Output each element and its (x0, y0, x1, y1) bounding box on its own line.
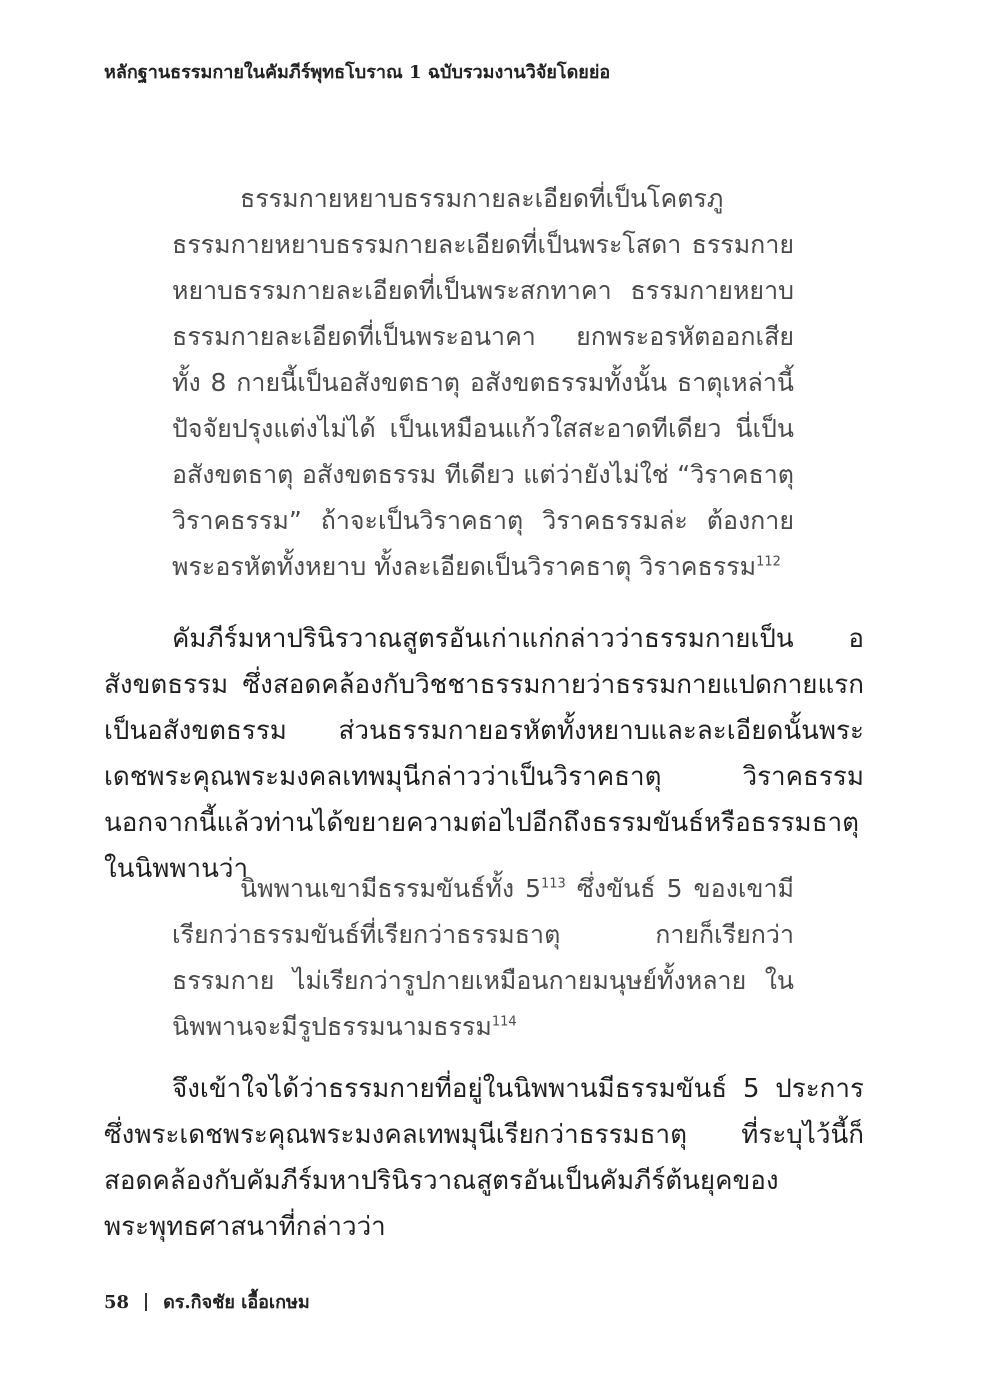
page-footer (104, 1290, 310, 1316)
paragraph-2-text: จึงเข้าใจได้ว่าธรรมกายที่อยู่ในนิพพานมีธรรมขันธ์ 5 ประการซึ่งพระเดชพระคุณพระมงคลเทพมุนีเรียกว่าธรรมธาตุ ที่ระบุไว้นี้ก็สอดคล้องกับคัมภีร์มหาปรินิรวาณสูตรอันเป็นคัมภีร์ต้นยุคของพระพุทธศาสนาที่กล่าวว่า (104, 1074, 864, 1242)
quote-2-text-b: ซึ่งขันธ์ 5 ของเขามี เรียกว่าธรรมขันธ์ที่เรียกว่าธรรมธาตุ กายก็เรียกว่าธรรมกาย ไม่เรียกว่ารูปกายเหมือนกายมนุษย์ทั้งหลาย ในนิพพานจะมีรูปธรรมนามธรรม (172, 874, 794, 1041)
block-quote-1 (172, 176, 794, 590)
quote-2-text-a: นิพพานเขามีธรรมขันธ์ทั้ง 5 (240, 874, 542, 903)
body-paragraph-1 (104, 616, 864, 892)
footnote-ref-112[interactable]: 112 (756, 554, 781, 570)
quote-1-text: ธรรมกายหยาบธรรมกายละเอียดที่เป็นโคตรภู ธรรมกายหยาบธรรมกายละเอียดที่เป็นพระโสดา ธรรมกายหยาบธรรมกายละเอียดที่เป็นพระสกทาคา ธรรมกายหยาบธรรมกายละเอียดที่เป็นพระอนาคา ยกพระอรหัตออกเสีย ทั้ง 8 กายนี้เป็นอสังขตธาตุ อสังขตธรรมทั้งนั้น ธาตุเหล่านี้ปัจจัยปรุงแต่งไม่ได้ เป็นเหมือนแก้วใสสะอาดทีเดียว นี่เป็นอสังขตธาตุ อสังขตธรรม ทีเดียว แต่ว่ายังไม่ใช่ “วิราคธาตุ วิราคธรรม” ถ้าจะเป็นวิราคธาตุ วิราคธรรมล่ะ ต้องกายพระอรหัตทั้งหยาบ ทั้งละเอียดเป็นวิราคธาตุ วิราคธรรม (172, 184, 794, 581)
footer-divider (145, 1293, 147, 1311)
footnote-ref-113[interactable]: 113 (541, 876, 566, 892)
body-paragraph-2 (104, 1066, 864, 1250)
page-number: 58 (104, 1292, 130, 1313)
author-name: ดร.กิจชัย เอื้อเกษม (163, 1292, 310, 1313)
running-header-title: หลักฐานธรรมกายในคัมภีร์พุทธโบราณ 1 ฉบับรวมงานวิจัยโดยย่อ (104, 62, 611, 83)
footnote-ref-114[interactable]: 114 (491, 1014, 517, 1030)
block-quote-2 (172, 866, 794, 1050)
paragraph-1-text: คัมภีร์มหาปรินิรวาณสูตรอันเก่าแก่กล่าวว่าธรรมกายเป็น อสังขตธรรม ซึ่งสอดคล้องกับวิชชาธรรมกายว่าธรรมกายแปดกายแรกเป็นอสังขตธรรม ส่วนธรรมกายอรหัตทั้งหยาบและละเอียดนั้นพระเดชพระคุณพระมงคลเทพมุนีกล่าวว่าเป็นวิราคธาตุ วิราคธรรม นอกจากนี้แล้วท่านได้ขยายความต่อไปอีกถึงธรรมขันธ์หรือธรรมธาตุในนิพพานว่า (104, 624, 864, 884)
